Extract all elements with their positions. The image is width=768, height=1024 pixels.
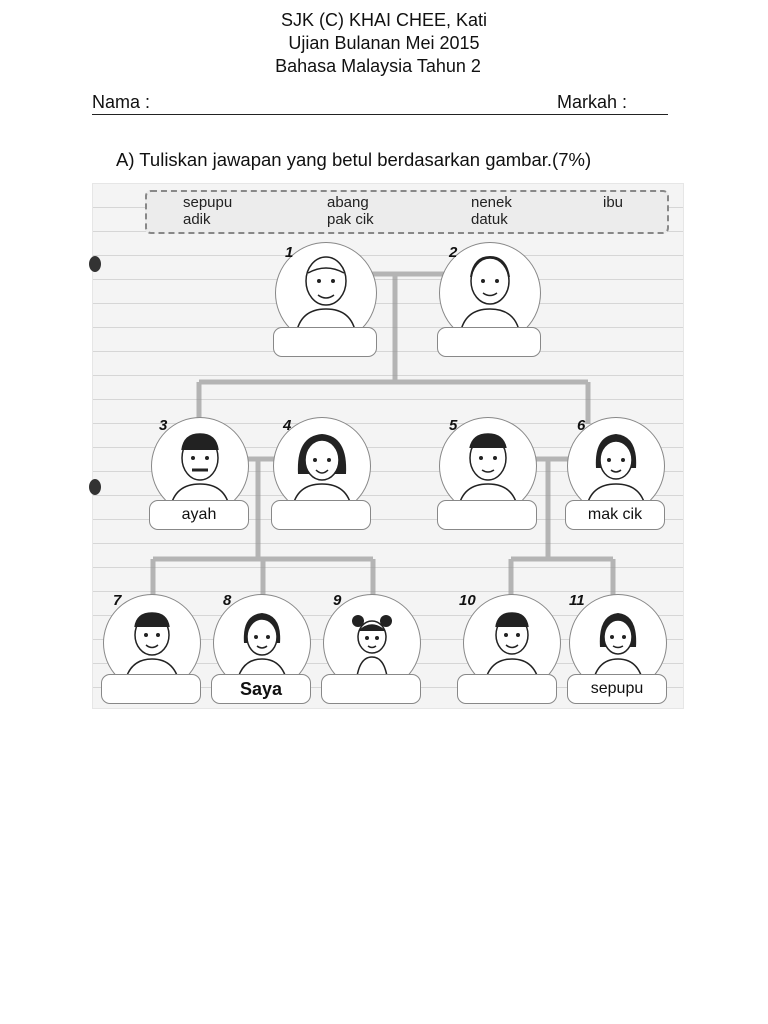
member-7-answer-box[interactable]: [101, 674, 201, 704]
member-1-answer-box[interactable]: [273, 327, 377, 357]
word-bank-item: nenek: [471, 194, 512, 211]
member-10-answer-box[interactable]: [457, 674, 557, 704]
word-bank-item: datuk: [471, 211, 508, 228]
member-2-number: 2: [449, 244, 458, 261]
member-9-number: 9: [333, 592, 342, 609]
member-2-answer-box[interactable]: [437, 327, 541, 357]
word-bank-item: abang: [327, 194, 369, 211]
member-9-answer-box[interactable]: [321, 674, 421, 704]
score-label: Markah :: [557, 92, 628, 112]
member-5-answer-box[interactable]: [437, 500, 537, 530]
subject-title: Bahasa Malaysia Tahun 2: [275, 56, 481, 76]
member-3-number: 3: [159, 417, 168, 434]
member-3-answer-box[interactable]: ayah: [149, 500, 249, 530]
word-bank-item: ibu: [603, 194, 624, 211]
member-7-number: 7: [113, 592, 122, 609]
member-4-answer-box[interactable]: [271, 500, 371, 530]
member-4-number: 4: [283, 417, 292, 434]
question-instruction: A) Tuliskan jawapan yang betul berdasarkan gambar.(7%): [116, 149, 592, 170]
name-label: Nama :: [92, 92, 151, 112]
member-10-number: 10: [459, 592, 476, 609]
member-1-number: 1: [285, 244, 294, 261]
family-tree-figure: [92, 183, 684, 709]
member-8-answer-box: Saya: [211, 674, 311, 704]
exam-title: Ujian Bulanan Mei 2015: [288, 33, 480, 53]
name-score-row: [92, 92, 668, 115]
word-bank-item: pak cik: [327, 211, 374, 228]
member-11-number: 11: [569, 592, 585, 609]
member-5-number: 5: [449, 417, 458, 434]
member-6-number: 6: [577, 417, 586, 434]
member-11-answer-box[interactable]: sepupu: [567, 674, 667, 704]
school-name: SJK (C) KHAI CHEE, Kati: [280, 10, 488, 30]
word-bank-item: sepupu: [183, 194, 233, 211]
member-8-number: 8: [223, 592, 232, 609]
member-6-answer-box[interactable]: mak cik: [565, 500, 665, 530]
word-bank-item: adik: [183, 211, 211, 228]
